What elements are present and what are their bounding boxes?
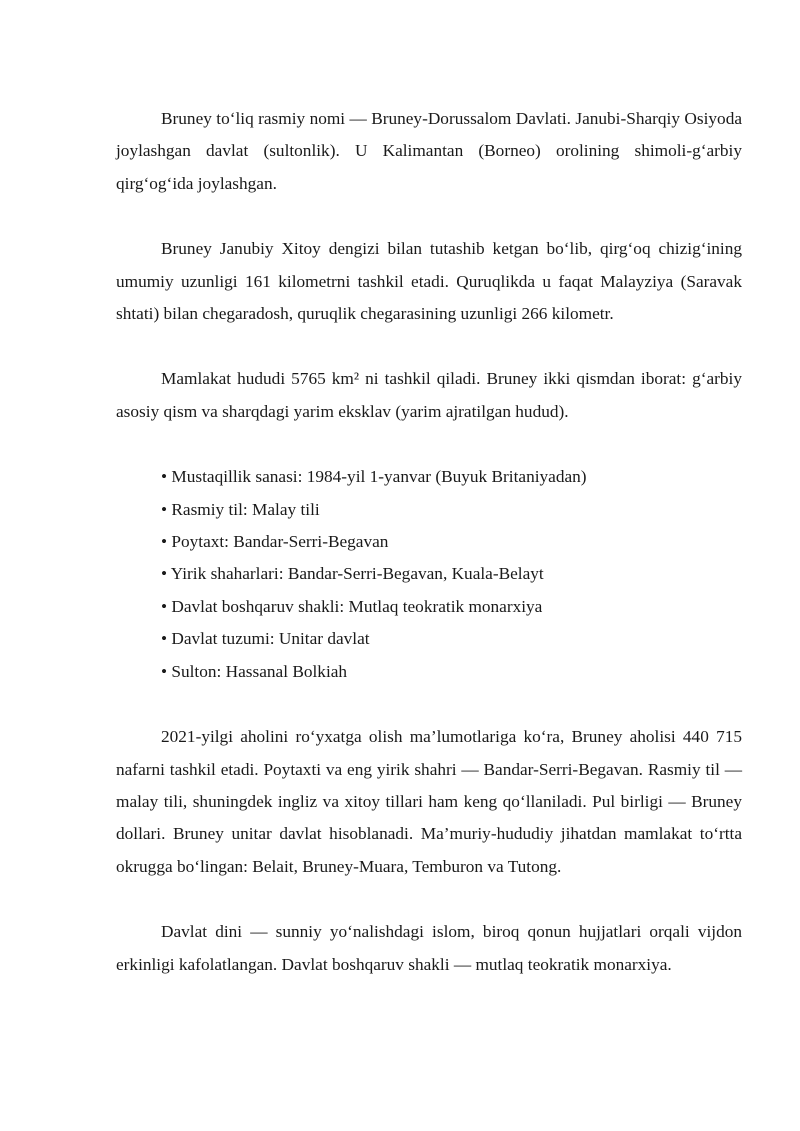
paragraph-spacer xyxy=(116,330,742,363)
paragraph-official-name: Bruney to‘liq rasmiy nomi — Bruney-Dorussalom Davlati. Janubi-Sharqiy Osiyoda joylashgan davlat (sultonlik). U Kalimantan (Borneo) orolining shimoli-g‘arbiy qirg‘og‘ida joylashgan. xyxy=(116,109,742,193)
paragraph-spacer xyxy=(116,883,742,916)
fact-government-form: • Davlat boshqaruv shakli: Mutlaq teokratik monarxiya xyxy=(161,596,543,616)
paragraph-territory: Mamlakat hududi 5765 km² ni tashkil qiladi. Bruney ikki qismdan iborat: g‘arbiy asosiy qism va sharqdagi yarim eksklav (yarim ajratilgan hudud). xyxy=(116,369,742,421)
document-page xyxy=(116,103,742,981)
paragraph-religion: Davlat dini — sunniy yo‘nalishdagi islom, biroq qonun hujjatlari orqali vijdon erkinligi kafolatlangan. Davlat boshqaruv shakli — mutlaq teokratik monarxiya. xyxy=(116,922,742,974)
paragraph-population: 2021-yilgi aholini ro‘yxatga olish ma’lumotlariga ko‘ra, Bruney aholisi 440 715 nafarni tashkil etadi. Poytaxti va eng yirik shahri — Bandar-Serri-Begavan. Rasmiy til — malay tili, shuningdek ingliz va xitoy tillari ham keng qo‘llaniladi. Pul birligi — Bruney dollari. Bruney unitar davlat hisoblanadi. Ma’muriy-hududiy jihatdan mamlakat to‘rtta okrugga bo‘lingan: Belait, Bruney-Muara, Temburon va Tutong. xyxy=(116,727,742,876)
paragraph-spacer xyxy=(116,200,742,233)
fact-official-language: • Rasmiy til: Malay tili xyxy=(161,499,320,519)
fact-major-cities: • Yirik shaharlari: Bandar-Serri-Begavan, Kuala-Belayt xyxy=(161,564,544,584)
fact-state-structure: • Davlat tuzumi: Unitar davlat xyxy=(161,629,370,649)
paragraph-spacer xyxy=(116,688,742,721)
fact-capital: • Poytaxt: Bandar-Serri-Begavan xyxy=(161,532,389,552)
fact-independence: • Mustaqillik sanasi: 1984-yil 1-yanvar (Buyuk Britaniyadan) xyxy=(161,467,587,487)
fact-sultan: • Sulton: Hassanal Bolkiah xyxy=(161,661,348,681)
facts-list xyxy=(116,461,742,688)
paragraph-coastline-borders: Bruney Janubiy Xitoy dengizi bilan tutashib ketgan bo‘lib, qirg‘oq chizig‘ining umumiy uzunligi 161 kilometrni tashkil etadi. Quruqlikda u faqat Malayziya (Saravak shtati) bilan chegaradosh, quruqlik chegarasining uzunligi 266 kilometr. xyxy=(116,239,742,324)
paragraph-spacer xyxy=(116,428,742,461)
